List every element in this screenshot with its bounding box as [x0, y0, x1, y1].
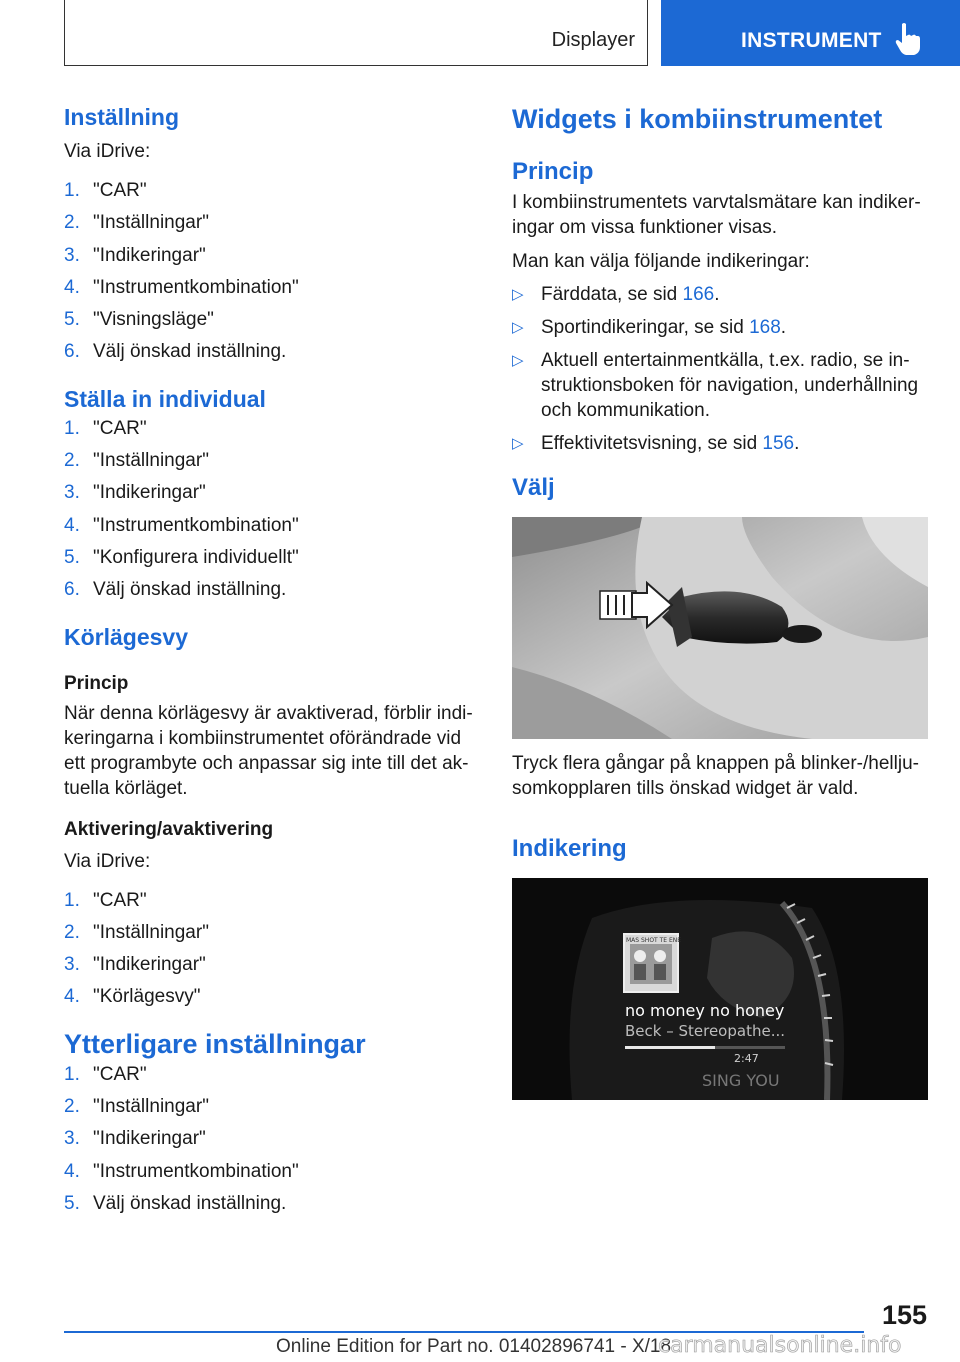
more-settings-heading: Ytterligare inställningar: [64, 1028, 366, 1059]
step-text: "CAR": [93, 180, 147, 201]
page-reference-link[interactable]: 168: [749, 317, 781, 338]
step-text: "Indikeringar": [93, 482, 206, 504]
header-chapter-tab[interactable]: [661, 0, 960, 66]
step-number: 1.: [64, 889, 80, 911]
watermark-logo: [655, 1331, 955, 1359]
select-heading: Välj: [512, 474, 555, 501]
instrument-display-figure: [512, 878, 928, 1100]
bullet-triangle-icon: ▷: [512, 286, 524, 303]
drivemode-intro: Via iDrive:: [64, 850, 151, 872]
widget-option-text: Effektivitetsvisning, se sid: [541, 433, 763, 454]
step-text: Välj önskad inställning.: [93, 1192, 287, 1214]
step-text: "Körlägesvy": [93, 986, 201, 1008]
right-column: [512, 100, 928, 1100]
step-item: [64, 243, 474, 275]
more-settings-steps: [64, 1062, 474, 1223]
step-text: "Instrumentkombination": [93, 276, 299, 298]
step-text: "CAR": [93, 1063, 147, 1085]
step-number: 6.: [64, 579, 80, 601]
step-number: 5.: [64, 309, 80, 331]
step-number: 2.: [64, 450, 80, 472]
step-item: [64, 210, 474, 242]
step-item: [64, 448, 474, 480]
step-item: [64, 1126, 474, 1158]
page-reference-link[interactable]: 156: [762, 433, 795, 454]
widget-option-item: [512, 348, 928, 423]
step-item: [64, 888, 474, 920]
step-item: [64, 984, 474, 1016]
display-heading: Indikering: [512, 835, 627, 862]
step-item: [64, 920, 474, 952]
individual-steps: [64, 416, 474, 610]
step-item: [64, 513, 474, 545]
step-item: [64, 1094, 474, 1126]
step-text: "Inställningar": [93, 921, 209, 943]
drivemode-activation-heading: Aktivering/avaktivering: [64, 818, 274, 840]
step-text: Välj önskad inställning.: [93, 341, 287, 363]
widget-option-suffix: .: [780, 317, 787, 338]
display-track-title: no money no honey: [625, 1001, 785, 1020]
widget-option-text: Aktuell entertainmentkälla, t.ex. radio, se in‐struktionsboken för navigation, underhållning och kommunikation.: [541, 350, 919, 421]
widget-option-suffix: .: [794, 433, 800, 454]
step-number: 3.: [64, 1128, 80, 1150]
display-bottom-text: SING YOU: [702, 1071, 780, 1090]
step-item: [64, 178, 474, 210]
header-section-box: [64, 0, 648, 66]
drivemode-heading: Körlägesvy: [64, 623, 189, 650]
step-text: "Inställningar": [93, 212, 209, 234]
bullet-triangle-icon: ▷: [512, 352, 524, 369]
step-number: 2.: [64, 1096, 80, 1118]
widgets-principle-heading: Princip: [512, 158, 594, 185]
step-item: [64, 416, 474, 448]
header-chapter-title: INSTRUMENT: [741, 29, 882, 52]
setting-steps: [64, 178, 474, 372]
header-section-title: Displayer: [551, 29, 635, 51]
step-item: [64, 1062, 474, 1094]
step-item: [64, 545, 474, 577]
step-item: [64, 307, 474, 339]
step-text: "Indikeringar": [93, 954, 206, 976]
stalk-button-figure: [512, 517, 928, 739]
step-item: [64, 480, 474, 512]
step-text: "Konfigurera individuellt": [93, 546, 299, 568]
step-number: 5.: [64, 546, 80, 568]
step-text: "CAR": [93, 417, 147, 439]
step-number: 2.: [64, 921, 80, 943]
display-track-time: 2:47: [734, 1052, 759, 1065]
step-number: 5.: [64, 1192, 80, 1214]
instrument-display-illustration: [512, 878, 928, 1100]
widgets-choose-text: Man kan välja följande indikeringar:: [512, 251, 810, 272]
step-item: [64, 339, 474, 371]
drivemode-principle-text: När denna körlägesvy är avaktiverad, förblir indi‐keringarna i kombiinstrumentet oförändrade vid ett programbyte och anpassar sig inte till det ak‐tuella körläget.: [64, 702, 473, 799]
widget-option-item: [512, 282, 928, 307]
hand-pointer-icon: [893, 22, 923, 56]
step-item: [64, 1191, 474, 1223]
setting-heading: Inställning: [64, 104, 179, 130]
step-number: 4.: [64, 276, 80, 298]
step-text: "CAR": [93, 889, 147, 911]
widgets-principle-text: I kombiinstrumentets varvtalsmätare kan indiker‐ingar om vissa funktioner visas.: [512, 192, 921, 238]
widgets-heading: Widgets i kombiinstrumentet: [512, 104, 883, 134]
widget-option-item: [512, 431, 928, 456]
step-text: "Inställningar": [93, 450, 209, 472]
widgets-option-list: [512, 282, 928, 456]
display-track-artist: Beck – Stereopathe...: [625, 1022, 785, 1040]
step-text: "Instrumentkombination": [93, 1160, 299, 1182]
page-number: 155: [881, 1300, 927, 1330]
step-number: 1.: [64, 417, 80, 439]
step-number: 4.: [64, 514, 80, 536]
drivemode-steps: [64, 888, 474, 1017]
step-number: 4.: [64, 986, 80, 1008]
step-item: [64, 577, 474, 609]
step-item: [64, 952, 474, 984]
step-number: 4.: [64, 1160, 80, 1182]
step-item: [64, 275, 474, 307]
step-number: 1.: [64, 1063, 80, 1085]
step-text: Välj önskad inställning.: [93, 579, 287, 601]
bullet-triangle-icon: ▷: [512, 435, 524, 452]
widget-option-item: [512, 315, 928, 340]
select-caption: Tryck flera gångar på knappen på blinker-/hellju‐somkopplaren tills önskad widget är vald.: [512, 753, 919, 799]
page-reference-link[interactable]: 166: [682, 284, 715, 305]
left-column: [64, 100, 474, 1223]
step-number: 3.: [64, 482, 80, 504]
bullet-triangle-icon: ▷: [512, 319, 524, 336]
footer-edition: Online Edition for Part no. 01402896741 - X/18: [276, 1336, 672, 1357]
individual-heading: Ställa in individual: [64, 385, 266, 412]
step-number: 2.: [64, 212, 80, 234]
widget-option-text: Färddata, se sid: [541, 284, 683, 305]
step-text: "Inställningar": [93, 1096, 209, 1118]
step-text: "Indikeringar": [93, 244, 206, 266]
step-number: 1.: [64, 180, 80, 201]
step-number: 3.: [64, 244, 80, 266]
step-number: 6.: [64, 341, 80, 363]
step-text: "Indikeringar": [93, 1128, 206, 1150]
watermark-text: carmanualsonline.info: [658, 1333, 902, 1358]
setting-intro: Via iDrive:: [64, 141, 151, 162]
drivemode-principle-heading: Princip: [64, 672, 129, 694]
step-text: "Instrumentkombination": [93, 514, 299, 536]
step-text: "Visningsläge": [93, 309, 214, 331]
widget-option-suffix: .: [714, 284, 720, 305]
widget-option-text: Sportindikeringar, se sid: [541, 317, 750, 338]
step-item: [64, 1159, 474, 1191]
display-album-label: MAS SHOT TE ENE: [626, 937, 682, 944]
stalk-button-illustration: [512, 517, 928, 739]
step-number: 3.: [64, 954, 80, 976]
